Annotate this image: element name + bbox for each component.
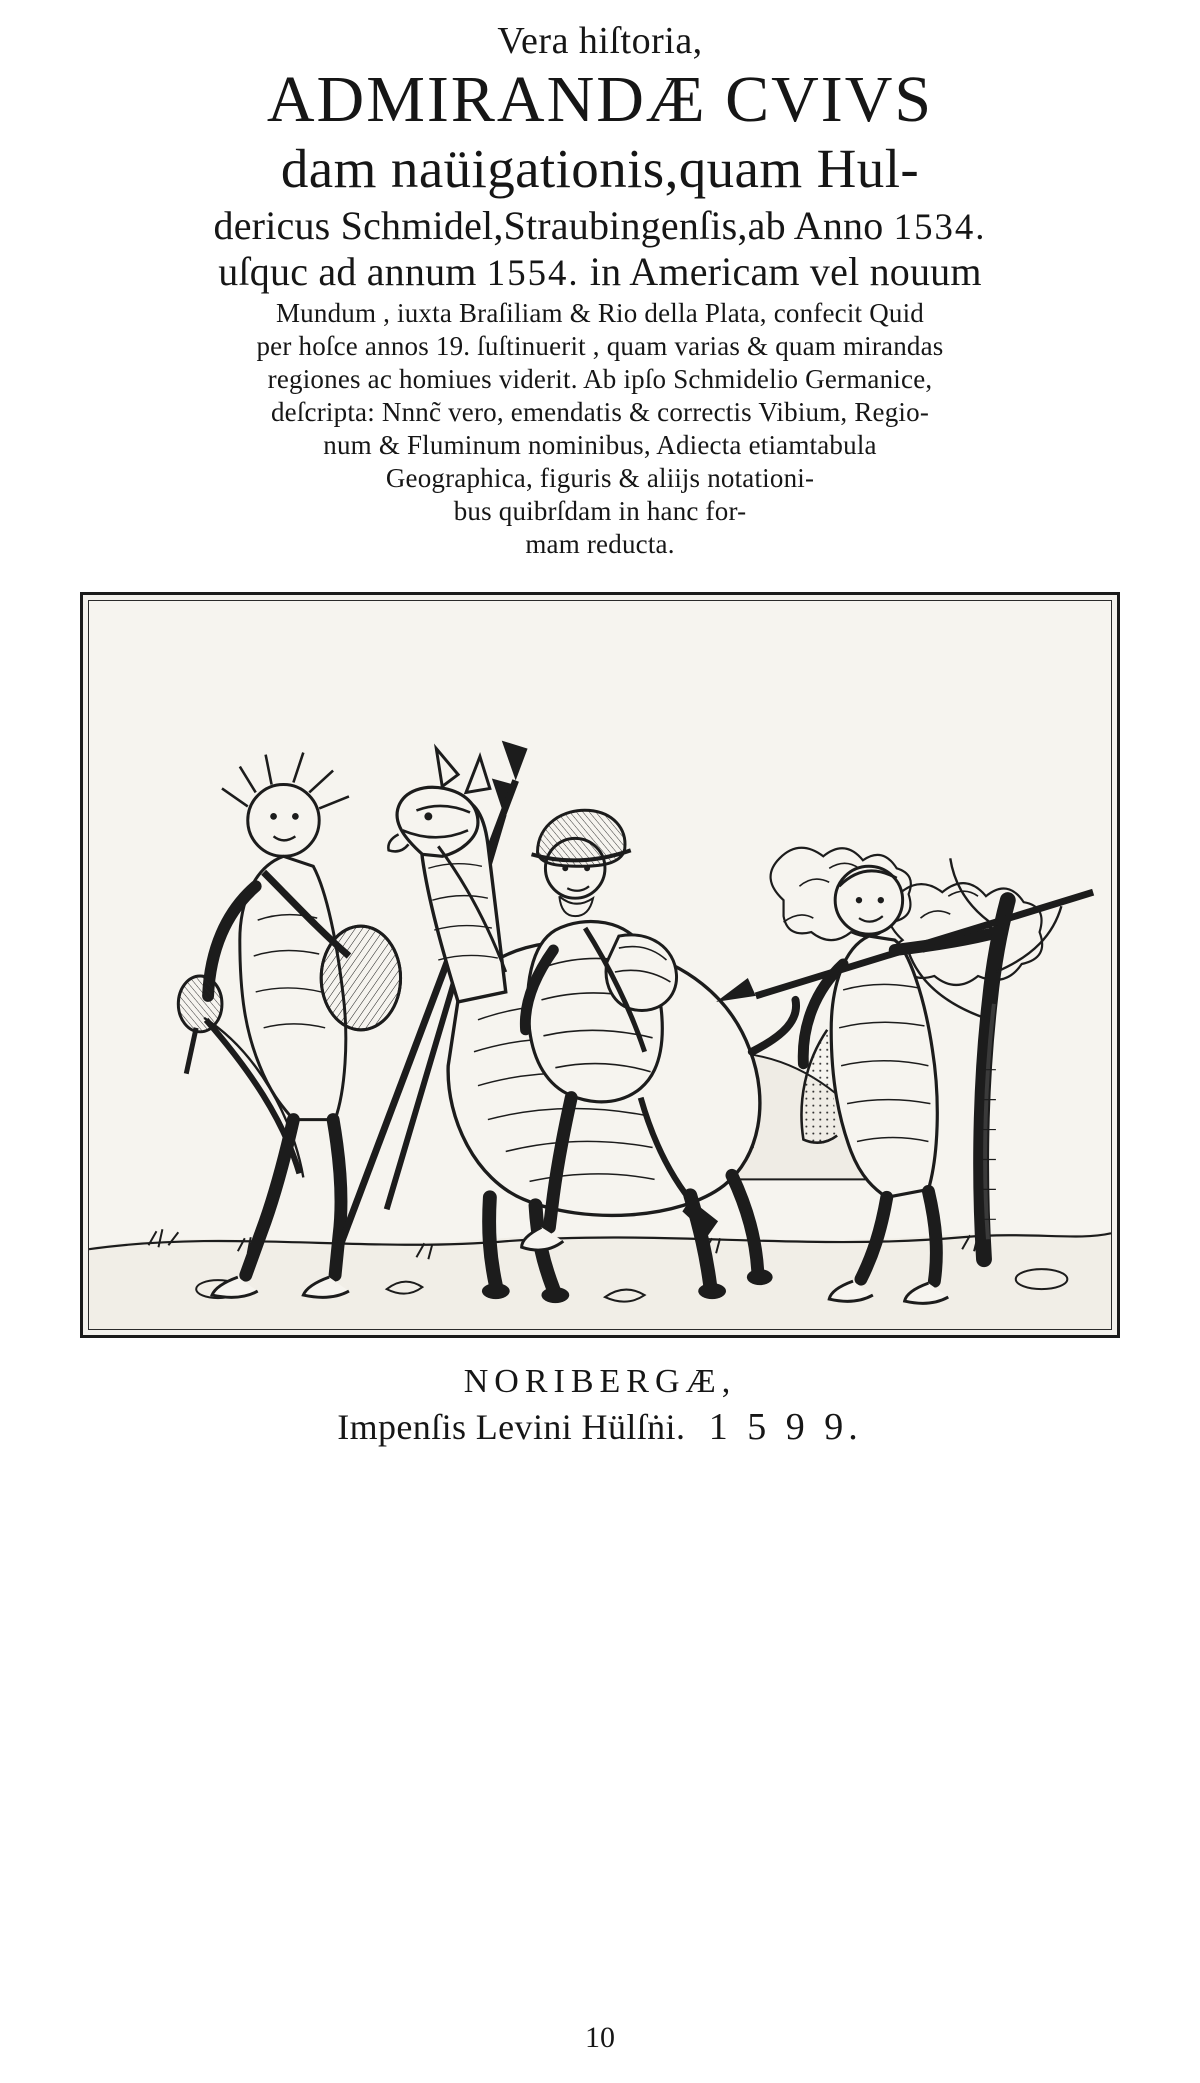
title-line-admirandae: ADMIRANDÆ CVIVS: [266, 62, 934, 136]
title-line-mam: mam reducta.: [525, 529, 675, 560]
title-line-bus: bus quibrſdam in hanc for-: [453, 495, 747, 526]
title-line-regiones: regiones ac homiues viderit. Ab ipſo Schmidelio Germanice,: [267, 363, 933, 394]
title-line-dericus: [70, 205, 1130, 247]
title-line-usque: [70, 248, 1130, 294]
imprint-block: [70, 1364, 1130, 1447]
imprint-place: NORIBERGÆ,: [463, 1363, 737, 1401]
woodcut-plate-inner: [88, 600, 1112, 1330]
title-line-descripta: deſcripta: Nnnc̃ vero, emendatis & correctis Vibium, Regio-: [270, 396, 930, 427]
woodcut-illustration-icon: [89, 601, 1111, 1329]
title-block: [70, 0, 1130, 558]
title-line-usque-tail: in Americam vel nouum: [589, 248, 982, 294]
title-line-vera: Vera hiſtoria,: [497, 20, 703, 62]
title-line-dericus-text: dericus Schmidel,Straubingenſis,ab Anno: [213, 203, 884, 249]
title-line-geographica: Geographica, figuris & aliĳs notationi-: [385, 462, 815, 493]
folio-number: 10: [585, 2021, 615, 2054]
illustration-wrap: [80, 592, 1120, 1338]
title-line-num: num & Fluminum nominibus, Adiecta etiamtabula: [323, 429, 877, 460]
imprint-line: [70, 1405, 1130, 1448]
imprint-year: 1 5 9 9.: [708, 1405, 863, 1448]
title-line-per: per hoſce annos 19. ſuſtinuerit , quam varias & quam mirandas: [256, 330, 944, 361]
woodcut-plate: [80, 592, 1120, 1338]
imprint-publisher: Impenſis Levini Hülſṅi.: [337, 1406, 686, 1447]
title-line-dam: dam naüigationis,quam Hul-: [280, 138, 920, 200]
to-year: 1554.: [486, 251, 580, 293]
from-year: 1534.: [893, 206, 987, 248]
title-line-mundum: Mundum , iuxta Braſiliam & Rio della Plata, confecit Quid: [275, 297, 925, 328]
title-line-usque-text: uſquc ad annum: [218, 248, 477, 294]
